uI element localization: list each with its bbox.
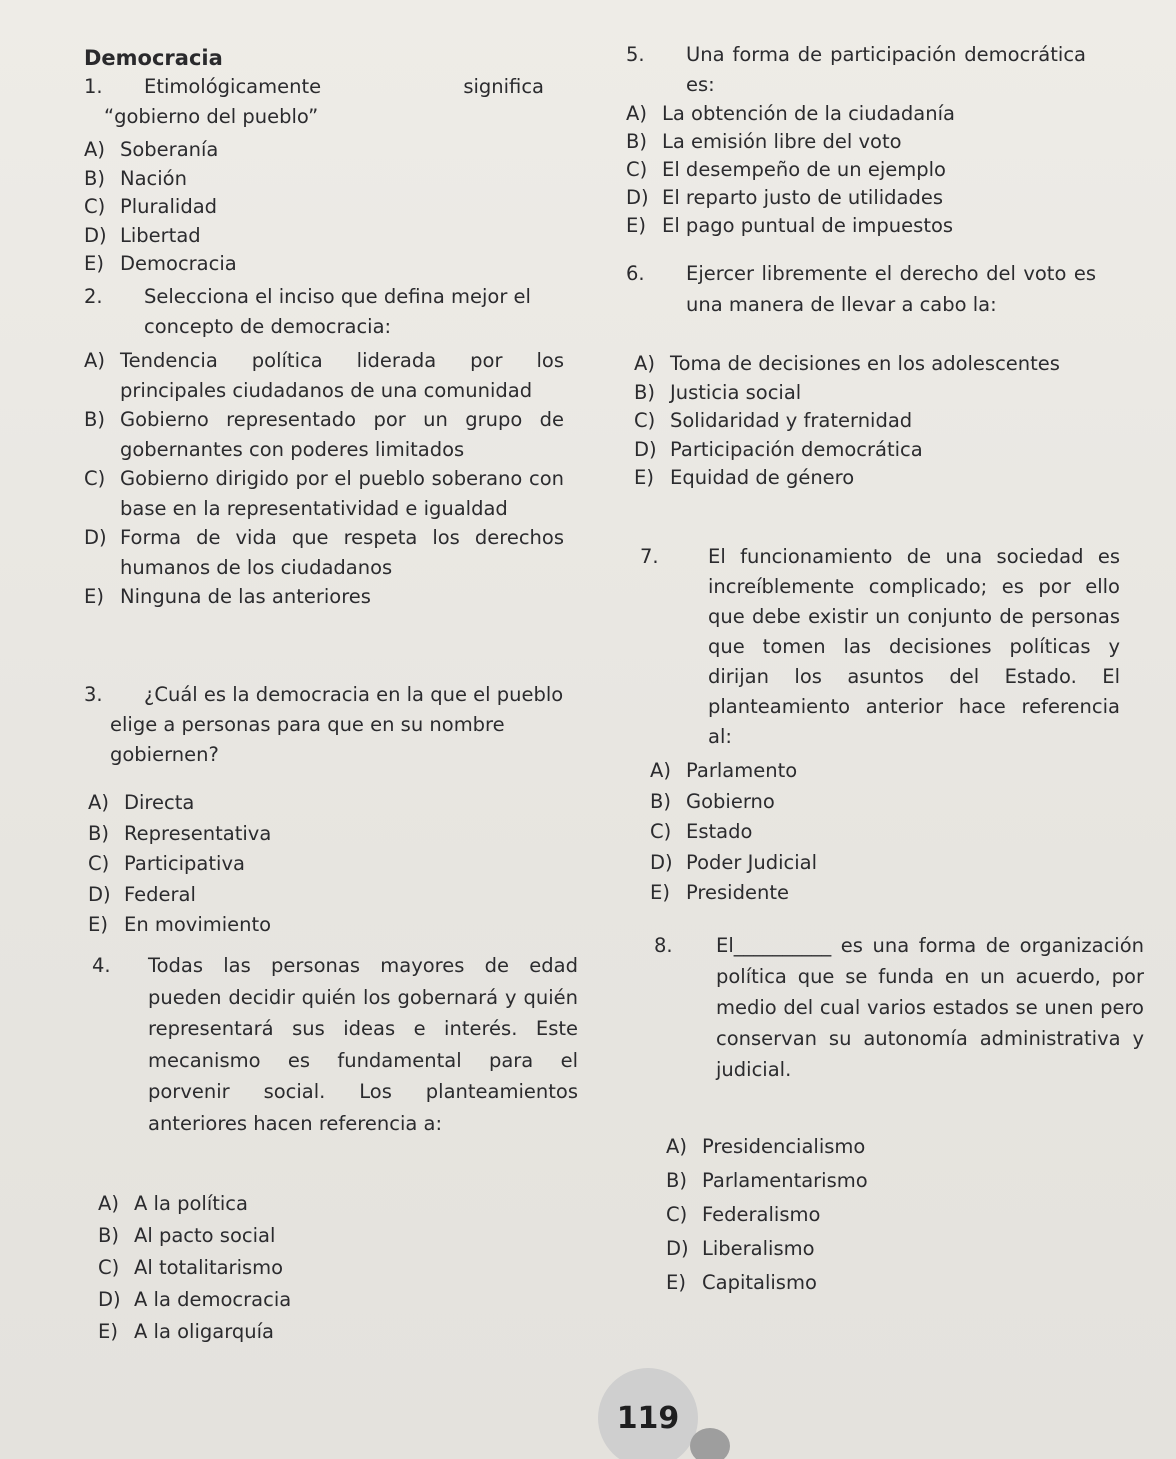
option[interactable] bbox=[666, 1266, 966, 1300]
option[interactable] bbox=[650, 817, 950, 848]
option[interactable] bbox=[84, 222, 384, 251]
option[interactable] bbox=[634, 436, 1100, 465]
option-letter: E) bbox=[84, 252, 104, 275]
option[interactable] bbox=[626, 128, 1086, 156]
option-text: En movimiento bbox=[124, 913, 272, 936]
option-letter: C) bbox=[84, 467, 106, 490]
ink-blot bbox=[690, 1428, 730, 1459]
option[interactable] bbox=[626, 156, 1086, 184]
option[interactable] bbox=[98, 1252, 398, 1284]
option-letter: A) bbox=[84, 138, 105, 161]
question-8 bbox=[654, 930, 1144, 1085]
question-2 bbox=[84, 282, 564, 342]
option-letter: E) bbox=[88, 913, 108, 936]
option-letter: A) bbox=[84, 349, 105, 372]
option[interactable] bbox=[98, 1284, 398, 1316]
question-7 bbox=[640, 542, 1120, 752]
section-title: Democracia bbox=[84, 46, 223, 70]
option-text: El reparto justo de utilidades bbox=[662, 186, 944, 209]
question-text: significa bbox=[463, 75, 544, 98]
question-text: Selecciona el inciso que defina mejor el concepto de democracia: bbox=[144, 285, 531, 338]
option[interactable] bbox=[88, 849, 388, 880]
option-text: Federalismo bbox=[702, 1203, 821, 1226]
option[interactable] bbox=[650, 878, 950, 909]
option-text: Parlamentarismo bbox=[702, 1169, 868, 1192]
option-letter: C) bbox=[666, 1203, 688, 1226]
option-text: Liberalismo bbox=[702, 1237, 815, 1260]
option[interactable] bbox=[634, 464, 1100, 493]
option-letter: D) bbox=[666, 1237, 689, 1260]
option-text: Soberanía bbox=[120, 138, 219, 161]
option-letter: E) bbox=[650, 881, 670, 904]
question-text: Una forma de participación democrática es: bbox=[686, 43, 1086, 96]
option-text: Gobierno representado por un grupo de gobernantes con poderes limitados bbox=[120, 408, 564, 461]
option[interactable] bbox=[650, 848, 950, 879]
option[interactable] bbox=[88, 910, 388, 941]
option[interactable] bbox=[84, 464, 564, 523]
option-text: Presidente bbox=[686, 881, 789, 904]
option-letter: D) bbox=[650, 850, 673, 874]
option-text: Gobierno dirigido por el pueblo soberano con base en la representatividad e igualdad bbox=[120, 467, 564, 520]
option-letter: A) bbox=[650, 759, 671, 782]
question-number: 5. bbox=[626, 43, 645, 66]
question-number: 6. bbox=[626, 262, 645, 285]
option-text: Solidaridad y fraternidad bbox=[670, 409, 913, 432]
option[interactable] bbox=[84, 193, 384, 222]
option-text: Toma de decisiones en los adolescentes bbox=[670, 352, 1060, 375]
option-letter: D) bbox=[634, 437, 657, 461]
option-letter: D) bbox=[626, 186, 649, 209]
option[interactable] bbox=[84, 346, 564, 405]
option-text: Gobierno bbox=[686, 789, 775, 813]
option-text: Pluralidad bbox=[120, 195, 218, 218]
option-letter: C) bbox=[88, 852, 110, 875]
page-number: 119 bbox=[616, 1400, 680, 1436]
question-text: El__________ es una forma de organización política que se funda en un acuerdo, por medio del cual varios estados se unen pero conservan su autonomía administrativa y judicial. bbox=[716, 934, 1144, 1081]
option-letter: A) bbox=[98, 1192, 119, 1215]
options-q1 bbox=[84, 136, 384, 279]
option-text: Capitalismo bbox=[702, 1271, 817, 1294]
option-text: Al totalitarismo bbox=[134, 1256, 284, 1279]
option[interactable] bbox=[650, 756, 950, 787]
options-q4 bbox=[98, 1188, 398, 1348]
page-number-badge bbox=[598, 1368, 698, 1459]
option-text: A la oligarquía bbox=[134, 1320, 274, 1343]
option-letter: E) bbox=[84, 585, 104, 608]
option[interactable] bbox=[88, 880, 388, 911]
option-letter: B) bbox=[666, 1169, 687, 1192]
option-text: Libertad bbox=[120, 223, 201, 247]
option-text: Parlamento bbox=[686, 759, 798, 782]
option[interactable] bbox=[98, 1188, 398, 1220]
option-letter: A) bbox=[626, 102, 647, 125]
option-letter: A) bbox=[634, 352, 655, 375]
option[interactable] bbox=[666, 1164, 966, 1198]
option-letter: D) bbox=[88, 882, 111, 906]
option-text: El pago puntual de impuestos bbox=[662, 214, 954, 237]
option-text: Justicia social bbox=[670, 380, 802, 404]
option[interactable] bbox=[650, 787, 950, 818]
question-number: 2. bbox=[84, 285, 103, 308]
option[interactable] bbox=[626, 100, 1086, 128]
option[interactable] bbox=[634, 407, 1100, 436]
question-1 bbox=[84, 72, 574, 132]
question-number: 7. bbox=[640, 545, 659, 568]
question-text: ¿Cuál es la democracia en la que el pueblo elige a personas para que en su nombre gobiernen? bbox=[110, 683, 564, 766]
option-letter: E) bbox=[626, 214, 646, 237]
option-text: Equidad de género bbox=[670, 466, 855, 489]
option-letter: A) bbox=[666, 1135, 687, 1158]
option-letter: C) bbox=[634, 409, 656, 432]
question-text: “gobierno del pueblo” bbox=[104, 105, 319, 128]
option-text: Federal bbox=[124, 882, 196, 906]
option-text: Tendencia política liderada por los principales ciudadanos de una comunidad bbox=[120, 349, 564, 402]
option[interactable] bbox=[84, 582, 564, 612]
question-text: El funcionamiento de una sociedad es increíblemente complicado; es por ello que debe existir un conjunto de personas que tomen las decisiones políticas y dirijan los asuntos del Estado. El planteamiento anterior hace referencia al: bbox=[708, 545, 1120, 748]
question-number: 1. bbox=[84, 75, 103, 98]
option-letter: D) bbox=[84, 223, 107, 247]
option[interactable] bbox=[88, 819, 388, 850]
option-letter: C) bbox=[650, 820, 672, 843]
option-text: Estado bbox=[686, 820, 753, 843]
option-text: Participativa bbox=[124, 852, 245, 875]
option-text: A la política bbox=[134, 1192, 248, 1215]
option-letter: E) bbox=[98, 1320, 118, 1343]
option[interactable] bbox=[666, 1198, 966, 1232]
option-letter: A) bbox=[88, 791, 109, 814]
option[interactable] bbox=[634, 379, 1100, 408]
option-text: Representativa bbox=[124, 821, 272, 845]
question-text: Etimológicamente bbox=[144, 75, 322, 98]
option[interactable] bbox=[84, 136, 384, 165]
option-letter: B) bbox=[626, 130, 647, 153]
question-number: 4. bbox=[92, 954, 111, 977]
question-6 bbox=[626, 258, 1096, 320]
option-letter: E) bbox=[634, 466, 654, 489]
option-letter: D) bbox=[98, 1288, 121, 1311]
option-letter: E) bbox=[666, 1271, 686, 1294]
options-q7 bbox=[650, 756, 950, 909]
option-letter: B) bbox=[88, 821, 109, 845]
option-text: Democracia bbox=[120, 252, 237, 275]
option-text: Al pacto social bbox=[134, 1224, 276, 1247]
option-letter: B) bbox=[650, 789, 671, 813]
option-text: Participación democrática bbox=[670, 437, 923, 461]
option-letter: C) bbox=[98, 1256, 120, 1279]
option-letter: B) bbox=[84, 408, 105, 431]
option-letter: B) bbox=[634, 380, 655, 404]
option[interactable] bbox=[626, 212, 1086, 240]
option-text: Poder Judicial bbox=[686, 850, 817, 874]
option[interactable] bbox=[666, 1232, 966, 1266]
option-letter: C) bbox=[626, 158, 648, 181]
option[interactable] bbox=[84, 250, 384, 279]
option[interactable] bbox=[98, 1316, 398, 1348]
question-5 bbox=[626, 40, 1086, 100]
option-text: A la democracia bbox=[134, 1288, 292, 1311]
option-letter: B) bbox=[84, 166, 105, 190]
question-text: Todas las personas mayores de edad pueden decidir quién los gobernará y quién representará sus ideas e interés. Este mecanismo es fundamental para el porvenir social. Los planteamientos anteriores hacen referencia a: bbox=[148, 954, 578, 1135]
option[interactable] bbox=[88, 788, 388, 819]
option-text: Directa bbox=[124, 791, 195, 814]
question-number: 3. bbox=[84, 683, 103, 706]
option-text: La obtención de la ciudadanía bbox=[662, 102, 955, 125]
option-text: Nación bbox=[120, 166, 187, 190]
option-text: Ninguna de las anteriores bbox=[120, 585, 371, 608]
option-text: El desempeño de un ejemplo bbox=[662, 158, 946, 181]
question-3 bbox=[84, 680, 574, 770]
option-text: Forma de vida que respeta los derechos humanos de los ciudadanos bbox=[120, 526, 564, 579]
question-number: 8. bbox=[654, 934, 673, 957]
option-letter: D) bbox=[84, 526, 107, 549]
option[interactable] bbox=[84, 165, 384, 194]
option[interactable] bbox=[626, 184, 1086, 212]
question-4 bbox=[92, 950, 578, 1139]
options-q8 bbox=[666, 1130, 966, 1300]
options-q5 bbox=[626, 100, 1086, 240]
options-q2 bbox=[84, 346, 564, 612]
option[interactable] bbox=[634, 350, 1100, 379]
option[interactable] bbox=[666, 1130, 966, 1164]
option[interactable] bbox=[98, 1220, 398, 1252]
option[interactable] bbox=[84, 405, 564, 464]
option-letter: B) bbox=[98, 1224, 119, 1247]
options-q6 bbox=[634, 350, 1100, 493]
question-text: Ejercer libremente el derecho del voto es una manera de llevar a cabo la: bbox=[686, 262, 1096, 316]
option-text: La emisión libre del voto bbox=[662, 130, 902, 153]
options-q3 bbox=[88, 788, 388, 941]
option-letter: C) bbox=[84, 195, 106, 218]
option[interactable] bbox=[84, 523, 564, 582]
option-text: Presidencialismo bbox=[702, 1135, 866, 1158]
